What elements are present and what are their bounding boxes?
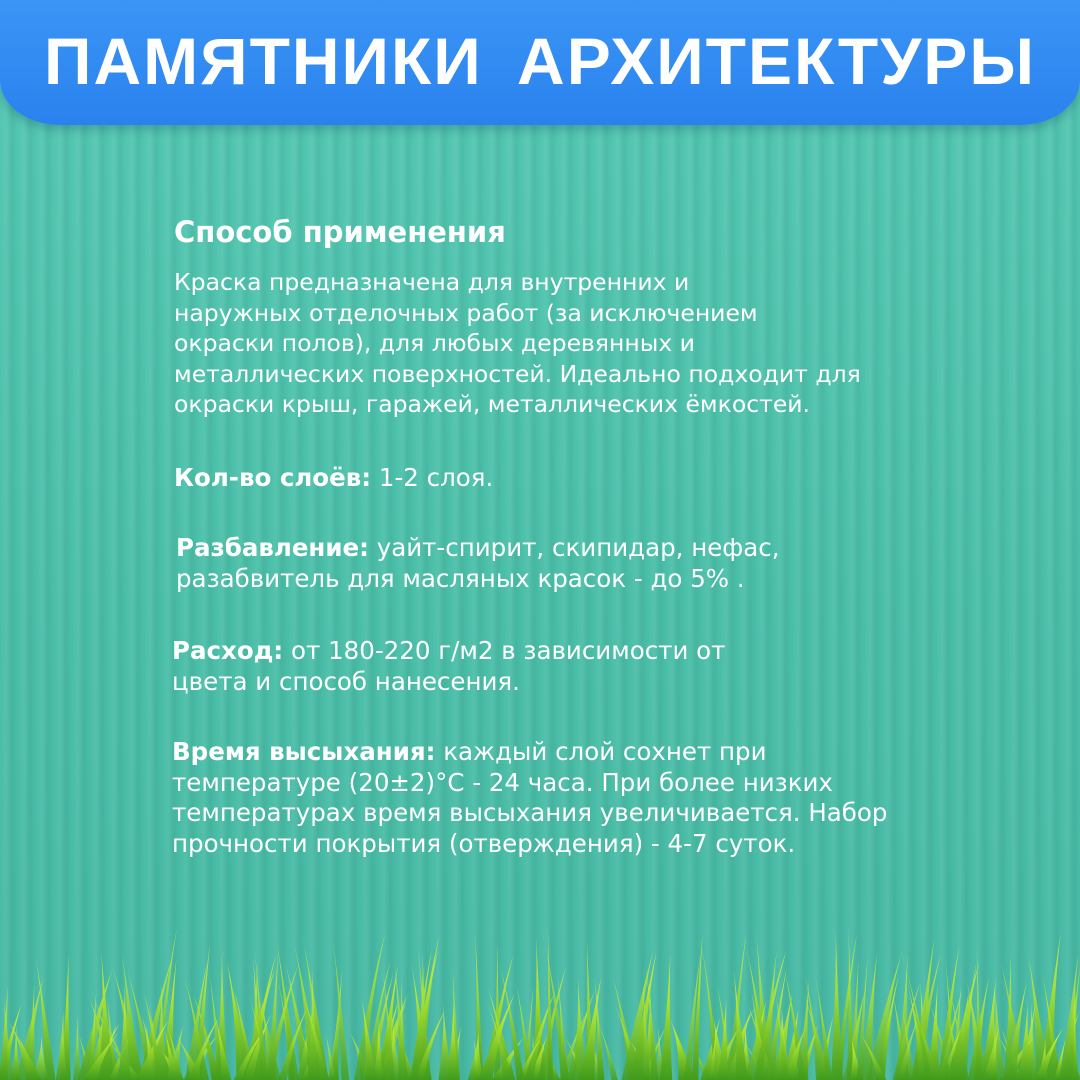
thinning-value: уайт-спирит, скипидар, нефас, xyxy=(368,533,780,562)
layers-label: Кол-во слоёв: xyxy=(174,462,372,492)
header-banner xyxy=(0,0,1080,125)
consumption-value-line: цвета и способ нанесения. xyxy=(172,666,520,696)
description-line: окраски полов), для любых деревянных и xyxy=(174,329,695,357)
drying-value-line: температуре (20±2)°С - 24 часа. При более низких xyxy=(172,767,833,797)
info-block xyxy=(170,215,1010,859)
page-title: ПАМЯТНИКИ АРХИТЕКТУРЫ xyxy=(44,23,1036,98)
consumption-paragraph xyxy=(172,636,1010,697)
description-paragraph xyxy=(174,267,1010,420)
section-title: Способ применения xyxy=(174,215,506,249)
layers-value: 1-2 слоя. xyxy=(371,462,494,492)
thinning-label: Разбавление: xyxy=(176,533,369,562)
consumption-value: от 180-220 г/м2 в зависимости от xyxy=(283,636,726,665)
thinning-value-line: разабвитель для масляных красок - до 5% . xyxy=(176,563,745,593)
description-line: металлических поверхностей. Идеально подходит для xyxy=(174,359,861,388)
grass-decoration xyxy=(0,920,1080,1080)
grass-blade xyxy=(73,1014,81,1080)
grass-blade xyxy=(547,926,553,1080)
drying-paragraph xyxy=(172,737,1010,859)
thinning-paragraph xyxy=(176,533,1010,594)
description-line: Краска предназначена для внутренних и xyxy=(174,268,690,296)
drying-label: Время высыхания: xyxy=(172,737,436,766)
drying-value: каждый слой сохнет при xyxy=(435,737,767,766)
layers-paragraph xyxy=(174,463,1010,494)
description-line: окраски крыш, гаражей, металлических ёмкостей. xyxy=(174,390,811,418)
description-line: наружных отделочных работ (за исключением xyxy=(174,298,758,327)
consumption-label: Расход: xyxy=(172,636,284,665)
drying-value-line: прочности покрытия (отверждения) - 4-7 суток. xyxy=(172,828,796,858)
drying-value-line: температурах время высыхания увеличивается. Набор xyxy=(172,798,888,827)
grass-blade xyxy=(35,952,56,1080)
